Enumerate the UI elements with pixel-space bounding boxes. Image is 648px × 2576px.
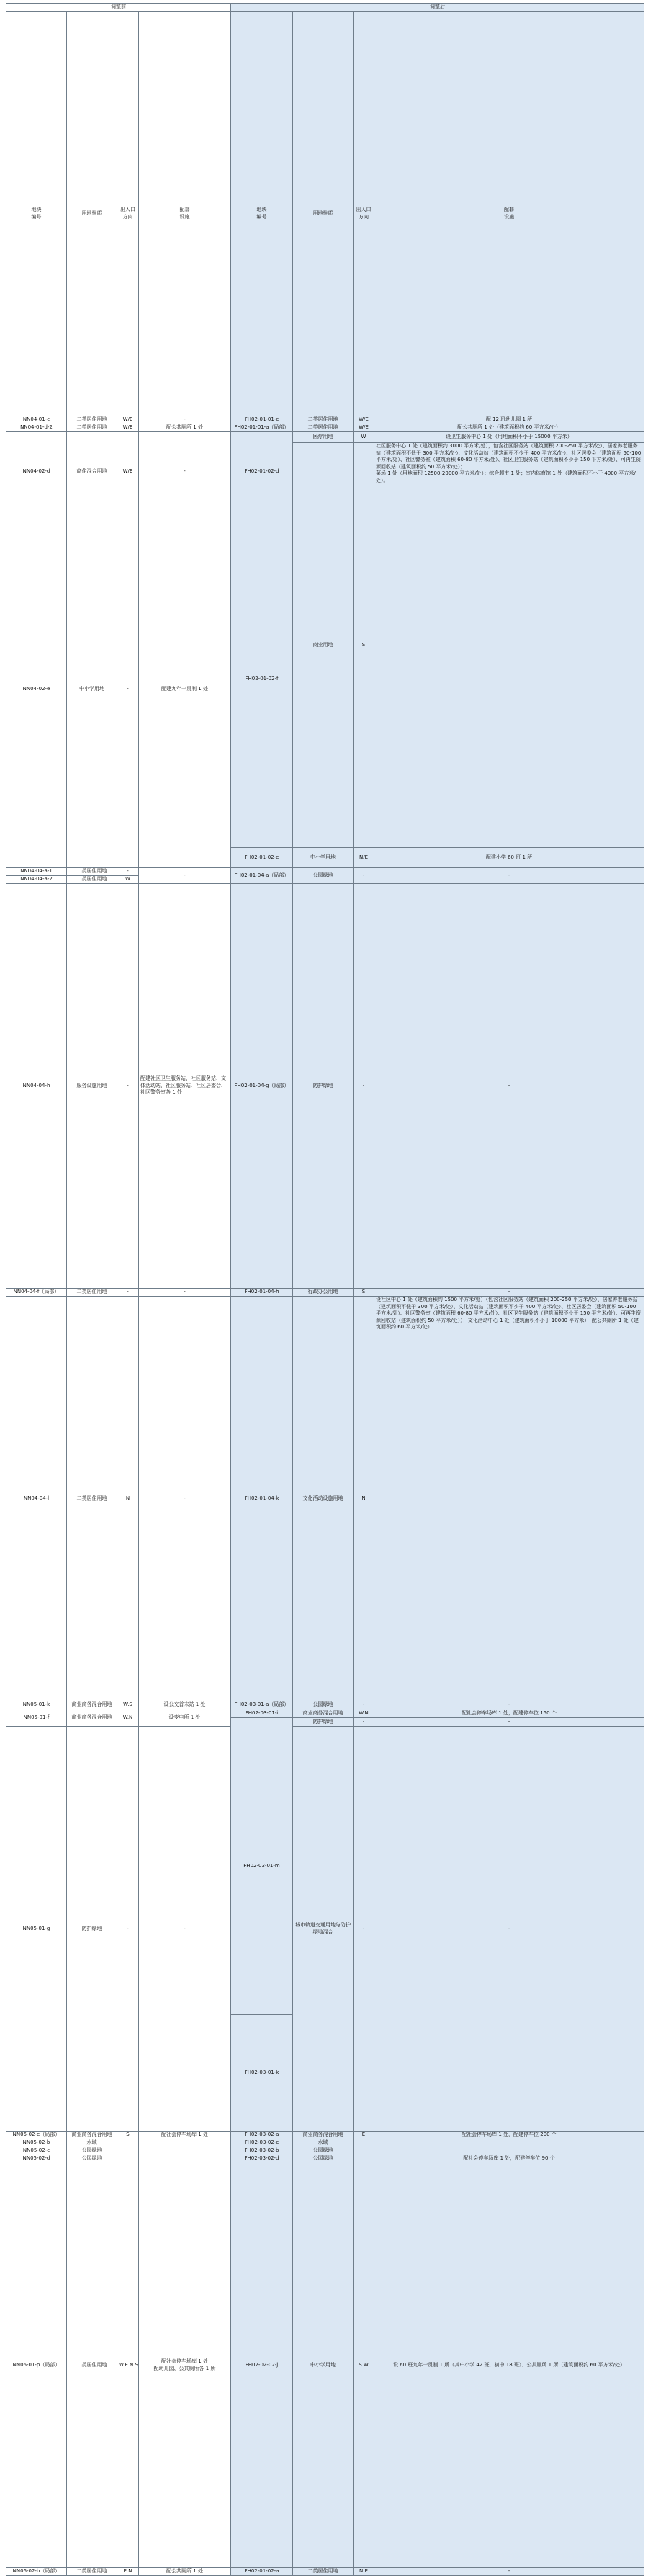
cell	[139, 2155, 231, 2163]
cell: FH02-01-02-e	[231, 848, 293, 868]
adjustment-comparison-table	[6, 3, 644, 2576]
cell: -	[374, 1289, 644, 1297]
table-row	[6, 432, 644, 443]
cell: FH02-03-02-b	[231, 2147, 293, 2155]
cell: 商业商务混合用地	[293, 2132, 354, 2139]
cell: NN05-01-g	[6, 1727, 67, 2132]
cell: 二类居住用地	[293, 416, 354, 424]
cell: -	[139, 1289, 231, 1297]
cell: 配社会停车场库 1 处，配建停车位 150 个	[374, 1709, 644, 1718]
cell: E.N	[117, 2568, 139, 2576]
cell: -	[117, 868, 139, 876]
cell: NN04-04-a-2	[6, 876, 67, 884]
cell: FH02-01-01-a（局部）	[231, 424, 293, 432]
cell: 商住混合用地	[67, 432, 117, 511]
cell: W.N	[354, 1709, 374, 1718]
table-row	[6, 2147, 644, 2155]
cell: NN04-01-c	[6, 416, 67, 424]
cell: NN04-02-e	[6, 511, 67, 868]
col-access: 出入口 方向	[117, 12, 139, 416]
cell	[117, 2147, 139, 2155]
cell: 商业商务混合用地	[67, 1701, 117, 1709]
table-row	[6, 2139, 644, 2147]
cell: 二类居住用地	[67, 1297, 117, 1701]
cell: FH02-01-02-a	[231, 2568, 293, 2576]
cell: W.E.N.S	[117, 2163, 139, 2568]
cell: W/E	[354, 416, 374, 424]
before-header: 调整前	[6, 4, 231, 12]
cell: S	[354, 443, 374, 848]
cell: W/E	[117, 416, 139, 424]
cell: 二类居住用地	[67, 416, 117, 424]
cell: FH02-01-02-f	[231, 511, 293, 848]
after-header: 调整后	[231, 4, 644, 12]
cell: 配建社区卫生服务站、社区服务站、文体活动站、社区服务站、社区居委会、社区警务室各 1 处	[139, 884, 231, 1289]
cell: -	[354, 1701, 374, 1709]
cell: 城市轨道交通用地与防护绿地混合	[293, 1727, 354, 2132]
cell: 配公共厕所 1 处（建筑面积约 60 平方米/处）	[374, 424, 644, 432]
cell: 二类居住用地	[293, 424, 354, 432]
table-row	[6, 1297, 644, 1701]
cell: NN04-04-l	[6, 1297, 67, 1701]
cell: 配公共厕所 1 处	[139, 2568, 231, 2576]
cell: 设卫生服务中心 1 处（用地面积不小于 15000 平方米）	[374, 432, 644, 443]
cell: E	[354, 2132, 374, 2139]
cell: FH02-01-04-a（局部）	[231, 868, 293, 884]
header-group-row	[6, 4, 644, 12]
cell: FH02-01-04-h	[231, 1289, 293, 1297]
cell: -	[374, 2568, 644, 2576]
table-row	[6, 2163, 644, 2568]
cell: 二类居住用地	[67, 868, 117, 876]
cell: 商业商务混合用地	[67, 1709, 117, 1727]
cell: FH02-01-04-k	[231, 1297, 293, 1701]
cell: N	[117, 1297, 139, 1701]
cell: NN05-02-b	[6, 2139, 67, 2147]
cell: N	[354, 1297, 374, 1701]
cell: -	[139, 416, 231, 424]
col-plot-no-after: 地块 编号	[231, 12, 293, 416]
table-row	[6, 1709, 644, 1718]
table-row	[6, 416, 644, 424]
cell: W/E	[117, 432, 139, 511]
cell: 设社区中心 1 处（建筑面积约 1500 平方米/处）（包含社区服务站（建筑面积 200-250 平方米/处）、居家养老服务站（建筑面积不低于 300 平方米/处）、文化活动站（建筑面积不少于 400 平方米/处）、社区居委会（建筑面积 50-100 平方米/处）、社区警务室（建筑面积 60-80 平方米/处）、社区卫生服务站（建筑面积不少于 150 平方米/处）、可再生资源回收站（建筑面积约 50 平方米/处））；文化活动中心 1 处（建筑面积不小于 10000 平方米）；配公共厕所 1 处（建筑面积约 60 平方米/处）	[374, 1297, 644, 1701]
cell: 公园绿地	[293, 868, 354, 884]
cell: 商业商务混合用地	[293, 1709, 354, 1718]
cell: -	[374, 884, 644, 1289]
cell: 公园绿地	[293, 2147, 354, 2155]
cell: FH02-03-02-c	[231, 2139, 293, 2147]
cell: -	[374, 1727, 644, 2132]
cell	[374, 2139, 644, 2147]
cell: 配公共厕所 1 处	[139, 424, 231, 432]
cell	[139, 2139, 231, 2147]
cell: -	[117, 511, 139, 868]
cell	[374, 2147, 644, 2155]
cell: 配社会停车场库 1 处 配幼儿园、公共厕所各 1 所	[139, 2163, 231, 2568]
col-facilities: 配套 设施	[139, 12, 231, 416]
cell: -	[117, 1727, 139, 2132]
cell: NN06-02-b（局部）	[6, 2568, 67, 2576]
cell: 设公交首末站 1 处	[139, 1701, 231, 1709]
col-use: 用地性质	[67, 12, 117, 416]
cell: W	[354, 432, 374, 443]
cell: W.S	[117, 1701, 139, 1709]
cell: 配社会停车场库 1 处	[139, 2132, 231, 2139]
cell	[117, 2155, 139, 2163]
cell: -	[374, 1701, 644, 1709]
cell: 配 12 班幼儿园 1 所	[374, 416, 644, 424]
cell: 配社会停车场库 1 处，配建停车位 200 个	[374, 2132, 644, 2139]
table-row	[6, 868, 644, 876]
cell	[354, 2147, 374, 2155]
cell: NN05-02-e（局部）	[6, 2132, 67, 2139]
table-row	[6, 1727, 644, 2015]
cell: FH02-01-01-c	[231, 416, 293, 424]
cell: 防护绿地	[67, 1727, 117, 2132]
cell: 配建小学 60 班 1 所	[374, 848, 644, 868]
column-header-row	[6, 12, 644, 416]
cell: NN04-01-d-2	[6, 424, 67, 432]
cell: 中小学用地	[293, 2163, 354, 2568]
cell: S	[354, 1289, 374, 1297]
cell: 文化活动设施用地	[293, 1297, 354, 1701]
table-row	[6, 2132, 644, 2139]
cell: -	[117, 884, 139, 1289]
cell: 二类居住用地	[293, 2568, 354, 2576]
cell: N/E	[354, 848, 374, 868]
cell: FH02-03-02-d	[231, 2155, 293, 2163]
cell: 公园绿地	[293, 2155, 354, 2163]
cell: -	[354, 884, 374, 1289]
cell: 二类居住用地	[67, 2163, 117, 2568]
cell: -	[354, 868, 374, 884]
cell: FH02-01-04-g（局部）	[231, 884, 293, 1289]
col-plot-no: 地块 编号	[6, 12, 67, 416]
table-row	[6, 1289, 644, 1297]
cell: -	[374, 868, 644, 884]
cell	[139, 2147, 231, 2155]
cell: S	[117, 2132, 139, 2139]
cell: NN05-02-d	[6, 2155, 67, 2163]
cell: 公园绿地	[293, 1701, 354, 1709]
cell: 行政办公用地	[293, 1289, 354, 1297]
table-row	[6, 884, 644, 1289]
cell: 二类居住用地	[67, 1289, 117, 1297]
cell: N.E	[354, 2568, 374, 2576]
cell: FH02-01-02-d	[231, 432, 293, 511]
cell: 医疗用地	[293, 432, 354, 443]
cell	[117, 2139, 139, 2147]
cell: -	[117, 1289, 139, 1297]
table-row	[6, 424, 644, 432]
cell: -	[139, 1727, 231, 2132]
cell: FH02-03-01-m	[231, 1718, 293, 2015]
cell: 二类居住用地	[67, 2568, 117, 2576]
cell: NN06-01-p（局部）	[6, 2163, 67, 2568]
cell: NN04-04-h	[6, 884, 67, 1289]
cell: S.W	[354, 2163, 374, 2568]
cell: 公园绿地	[67, 2155, 117, 2163]
cell: 二类居住用地	[67, 424, 117, 432]
cell: 商业用地	[293, 443, 354, 848]
cell: NN04-04-f（局部）	[6, 1289, 67, 1297]
cell: 水域	[293, 2139, 354, 2147]
cell: NN05-02-c	[6, 2147, 67, 2155]
cell: -	[354, 1727, 374, 2132]
table-row	[6, 2568, 644, 2576]
cell: W/E	[354, 424, 374, 432]
cell: 二类居住用地	[67, 876, 117, 884]
cell: 水域	[67, 2139, 117, 2147]
cell: FH02-03-01-a（局部）	[231, 1701, 293, 1709]
cell: FH02-03-01-i	[231, 1709, 293, 1718]
table-row	[6, 1701, 644, 1709]
cell: NN05-01-k	[6, 1701, 67, 1709]
cell: W	[117, 876, 139, 884]
cell: NN04-02-d	[6, 432, 67, 511]
cell: 配社会停车场库 1 处，配建停车位 90 个	[374, 2155, 644, 2163]
cell: -	[374, 1718, 644, 1727]
cell: 社区服务中心 1 处（建筑面积约 3000 平方米/处），包含社区服务站（建筑面积 200-250 平方米/处）、居家养老服务站（建筑面积不低于 300 平方米/处）、文化活动站（建筑面积不少于 400 平方米/处）、社区居委会（建筑面积 50-100 平方米/处）、社区警务室（建筑面积 60-80 平方米/处）、社区卫生服务站（建筑面积不少于 150 平方米/处）、可再生资源回收站（建筑面积约 50 平方米/处）； 菜场 1 处（用地面积 12500-20000 平方米/处）；综合超市 1 处；室内体育馆 1 处（建筑面积不小于 4000 平方米/处）。	[374, 443, 644, 848]
cell: 配建九年一贯制 1 处	[139, 511, 231, 868]
cell: FH02-02-02-j	[231, 2163, 293, 2568]
cell	[354, 2155, 374, 2163]
col-use-after: 用地性质	[293, 12, 354, 416]
cell: W/E	[117, 424, 139, 432]
cell: 服务设施用地	[67, 884, 117, 1289]
cell: -	[354, 1718, 374, 1727]
cell: -	[139, 868, 231, 884]
cell: 设变电所 1 处	[139, 1709, 231, 1727]
cell: -	[139, 1297, 231, 1701]
cell: NN05-01-f	[6, 1709, 67, 1727]
cell: 中小学用地	[67, 511, 117, 868]
col-access-after: 出入口 方向	[354, 12, 374, 416]
cell: 防护绿地	[293, 1718, 354, 1727]
cell: 公园绿地	[67, 2147, 117, 2155]
cell: 设 60 班九年一贯制 1 所（其中小学 42 班，初中 18 班）、公共厕所 1 所（建筑面积约 60 平方米/处）	[374, 2163, 644, 2568]
cell	[354, 2139, 374, 2147]
cell: FH02-03-01-k	[231, 2015, 293, 2132]
cell: W.N	[117, 1709, 139, 1727]
table-row	[6, 2155, 644, 2163]
col-facilities-after: 配套 设施	[374, 12, 644, 416]
cell: -	[139, 432, 231, 511]
cell: 中小学用地	[293, 848, 354, 868]
cell: NN04-04-a-1	[6, 868, 67, 876]
cell: 商业商务混合用地	[67, 2132, 117, 2139]
cell: FH02-03-02-a	[231, 2132, 293, 2139]
cell: 防护绿地	[293, 884, 354, 1289]
